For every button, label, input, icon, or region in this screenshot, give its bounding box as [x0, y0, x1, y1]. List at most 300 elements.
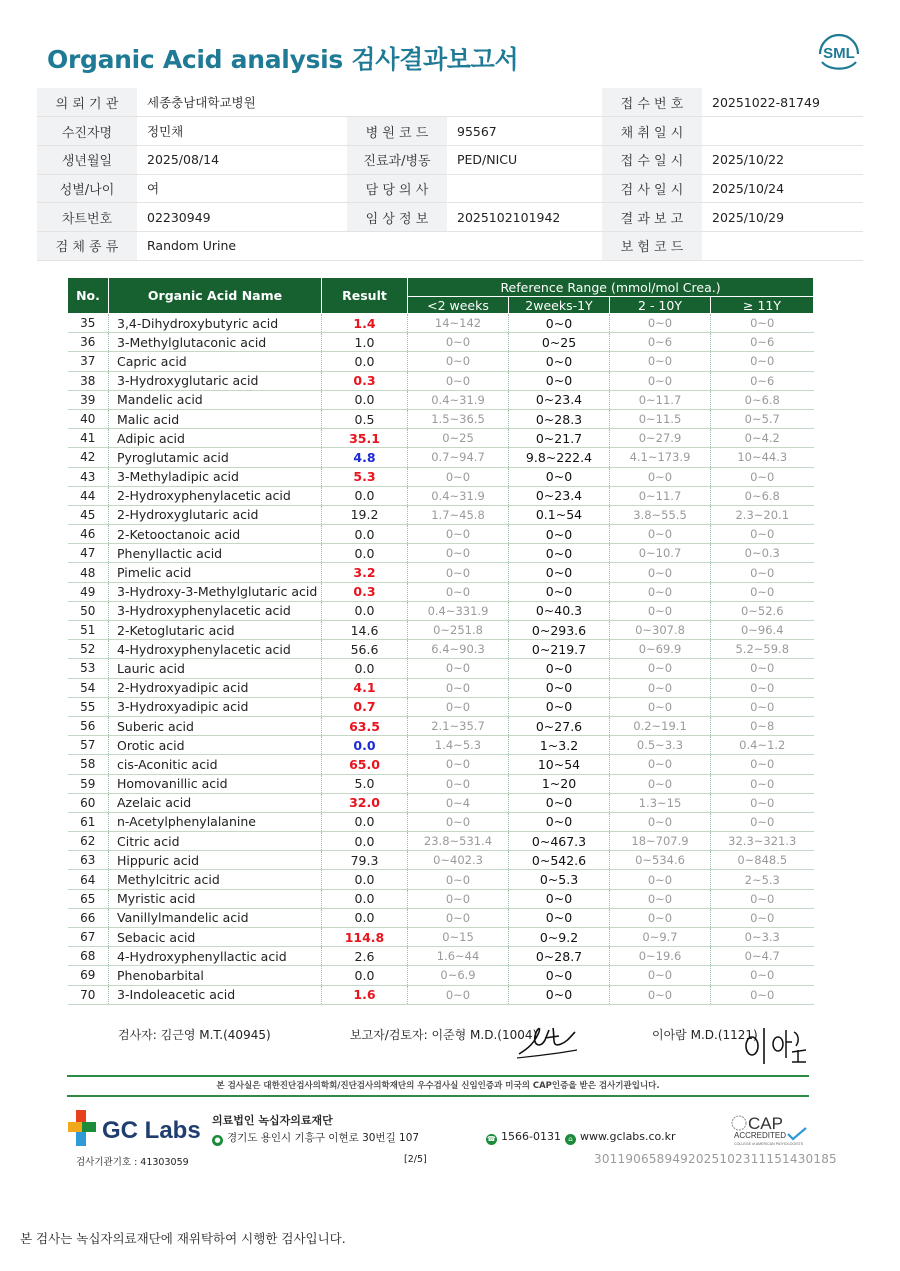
reference-range: 2.1~35.7 — [408, 716, 509, 735]
header-result: Result — [322, 278, 408, 314]
reference-range: 0~0 — [408, 352, 509, 371]
reference-range: 0~293.6 — [509, 621, 610, 640]
reference-range: 0~0 — [408, 525, 509, 544]
reference-range: 0.4~1.2 — [711, 736, 814, 755]
reference-range: 0~28.3 — [509, 409, 610, 428]
reference-range: 0~0 — [610, 467, 711, 486]
table-row — [68, 525, 814, 544]
table-row — [68, 640, 814, 659]
cap-accredited-logo — [730, 1112, 810, 1148]
reference-range: 0~402.3 — [408, 851, 509, 870]
reference-range: 0~0 — [509, 697, 610, 716]
reference-range: 0~0 — [610, 755, 711, 774]
row-number: 66 — [68, 908, 109, 927]
row-number: 61 — [68, 812, 109, 831]
reference-range: 0~15 — [408, 928, 509, 947]
table-row — [68, 678, 814, 697]
info-value: 2025102101942 — [447, 203, 602, 232]
reference-range: 0~27.9 — [610, 429, 711, 448]
reference-range: 0~23.4 — [509, 390, 610, 409]
reference-range: 0~848.5 — [711, 851, 814, 870]
reference-range: 0~0 — [711, 889, 814, 908]
acid-name: Mandelic acid — [109, 390, 322, 409]
info-label — [347, 231, 447, 260]
reference-range: 0~0 — [509, 985, 610, 1004]
acid-name: 2-Hydroxyadipic acid — [109, 678, 322, 697]
reference-range: 0~4.7 — [711, 947, 814, 966]
table-row — [68, 448, 814, 467]
info-value — [447, 88, 602, 117]
info-label: 검 체 종 류 — [37, 231, 137, 260]
reference-range: 0~0 — [711, 966, 814, 985]
doctor-name: 이아람 M.D.(1121) — [652, 1028, 758, 1042]
info-label: 진료과/병동 — [347, 145, 447, 174]
reference-range: 0~0.3 — [711, 544, 814, 563]
table-row — [68, 851, 814, 870]
table-row — [68, 563, 814, 582]
info-row — [37, 117, 863, 146]
result-value: 0.0 — [322, 525, 408, 544]
reference-range: 0~0 — [509, 659, 610, 678]
row-number: 55 — [68, 697, 109, 716]
acid-name: Azelaic acid — [109, 793, 322, 812]
reference-range: 18~707.9 — [610, 832, 711, 851]
reference-range: 1.6~44 — [408, 947, 509, 966]
tester-name: 검사자: 김근영 M.T.(40945) — [118, 1028, 271, 1042]
reference-range: 0~0 — [408, 678, 509, 697]
svg-text:ACCREDITED: ACCREDITED — [734, 1131, 787, 1140]
reference-range: 0~0 — [610, 601, 711, 620]
reference-range: 0~0 — [711, 659, 814, 678]
reference-range: 0~0 — [509, 793, 610, 812]
info-label: 담 당 의 사 — [347, 174, 447, 203]
reference-range: 0~0 — [408, 544, 509, 563]
reference-range: 0~0 — [408, 812, 509, 831]
reference-range: 1.3~15 — [610, 793, 711, 812]
acid-name: 3-Methylglutaconic acid — [109, 333, 322, 352]
row-number: 46 — [68, 525, 109, 544]
row-number: 54 — [68, 678, 109, 697]
reference-range: 3.8~55.5 — [610, 505, 711, 524]
reference-range: 0.5~3.3 — [610, 736, 711, 755]
table-row — [68, 947, 814, 966]
row-number: 48 — [68, 563, 109, 582]
table-row — [68, 582, 814, 601]
acid-name: Suberic acid — [109, 716, 322, 735]
organic-acid-results-table — [67, 277, 814, 1005]
reference-range: 0~0 — [509, 352, 610, 371]
acid-name: 3-Indoleacetic acid — [109, 985, 322, 1004]
reference-range: 0.4~331.9 — [408, 601, 509, 620]
reference-range: 0~6.8 — [711, 390, 814, 409]
result-value: 0.7 — [322, 697, 408, 716]
reference-range: 0~0 — [408, 467, 509, 486]
reference-range: 0~0 — [509, 908, 610, 927]
reference-range: 0~0 — [408, 870, 509, 889]
reference-range: 0~0 — [408, 582, 509, 601]
sml-logo — [814, 30, 864, 74]
result-value: 114.8 — [322, 928, 408, 947]
info-value: 여 — [137, 174, 347, 203]
reference-range: 0~219.7 — [509, 640, 610, 659]
result-value: 79.3 — [322, 851, 408, 870]
reference-range: 0~0 — [509, 544, 610, 563]
row-number: 40 — [68, 409, 109, 428]
reference-range: 0~0 — [509, 314, 610, 333]
info-label: 임 상 정 보 — [347, 203, 447, 232]
table-row — [68, 601, 814, 620]
result-value: 0.0 — [322, 352, 408, 371]
info-label: 병 원 코 드 — [347, 117, 447, 146]
result-value: 3.2 — [322, 563, 408, 582]
table-row — [68, 505, 814, 524]
reference-range: 0~25 — [509, 333, 610, 352]
reference-range: 0~0 — [711, 525, 814, 544]
row-number: 41 — [68, 429, 109, 448]
row-number: 69 — [68, 966, 109, 985]
info-label: 생년월일 — [37, 145, 137, 174]
row-number: 52 — [68, 640, 109, 659]
table-row — [68, 659, 814, 678]
reference-range: 0~0 — [610, 678, 711, 697]
outsourcing-note: 본 검사는 녹십자의료재단에 재위탁하여 시행한 검사입니다. — [20, 1231, 346, 1246]
acid-name: 3-Hydroxyadipic acid — [109, 697, 322, 716]
row-number: 35 — [68, 314, 109, 333]
row-number: 39 — [68, 390, 109, 409]
acid-name: Vanillylmandelic acid — [109, 908, 322, 927]
table-row — [68, 889, 814, 908]
reference-range: 5.2~59.8 — [711, 640, 814, 659]
reference-range: 0~6 — [711, 333, 814, 352]
reference-range: 0~10.7 — [610, 544, 711, 563]
result-value: 2.6 — [322, 947, 408, 966]
acid-name: 3-Hydroxy-3-Methylglutaric acid — [109, 582, 322, 601]
reference-range: 0~251.8 — [408, 621, 509, 640]
table-row — [68, 697, 814, 716]
header-no: No. — [68, 278, 109, 314]
result-value: 65.0 — [322, 755, 408, 774]
reference-range: 0.4~31.9 — [408, 486, 509, 505]
row-number: 44 — [68, 486, 109, 505]
info-value — [447, 174, 602, 203]
table-row — [68, 621, 814, 640]
info-label: 성별/나이 — [37, 174, 137, 203]
result-value: 0.3 — [322, 371, 408, 390]
result-value: 4.1 — [322, 678, 408, 697]
reference-range: 0~0 — [408, 371, 509, 390]
result-value: 5.3 — [322, 467, 408, 486]
reference-range: 0~0 — [408, 333, 509, 352]
acid-name: Homovanillic acid — [109, 774, 322, 793]
info-value: 2025/10/22 — [702, 145, 863, 174]
row-number: 67 — [68, 928, 109, 947]
reference-range: 23.8~531.4 — [408, 832, 509, 851]
table-row — [68, 908, 814, 927]
row-number: 45 — [68, 505, 109, 524]
reference-range: 0~96.4 — [711, 621, 814, 640]
reference-range: 0~0 — [610, 659, 711, 678]
header-range-under-2-weeks: <2 weeks — [408, 297, 509, 314]
acid-name: 4-Hydroxyphenyllactic acid — [109, 947, 322, 966]
result-value: 4.8 — [322, 448, 408, 467]
info-row — [37, 174, 863, 203]
reference-range: 0~0 — [610, 966, 711, 985]
table-row — [68, 928, 814, 947]
row-number: 50 — [68, 601, 109, 620]
reference-range: 0~0 — [711, 467, 814, 486]
reference-range: 0~467.3 — [509, 832, 610, 851]
reference-range: 0~0 — [711, 697, 814, 716]
table-row — [68, 333, 814, 352]
acid-name: Orotic acid — [109, 736, 322, 755]
table-row — [68, 812, 814, 831]
reference-range: 0~6.9 — [408, 966, 509, 985]
reference-range: 0~0 — [610, 371, 711, 390]
reference-range: 0~0 — [509, 678, 610, 697]
info-label: 수진자명 — [37, 117, 137, 146]
reference-range: 0~40.3 — [509, 601, 610, 620]
header-range-2-10y: 2 - 10Y — [610, 297, 711, 314]
result-value: 0.0 — [322, 390, 408, 409]
reviewer-name: 보고자/검토자: 이준형 M.D.(1004) — [350, 1028, 538, 1042]
reference-range: 1~3.2 — [509, 736, 610, 755]
reference-range: 0~9.7 — [610, 928, 711, 947]
reference-range: 1.4~5.3 — [408, 736, 509, 755]
reference-range: 0~0 — [509, 582, 610, 601]
reference-range: 0~23.4 — [509, 486, 610, 505]
result-value: 0.0 — [322, 812, 408, 831]
reference-range: 0~0 — [408, 774, 509, 793]
info-label: 접 수 번 호 — [602, 88, 702, 117]
acid-name: 3-Hydroxyglutaric acid — [109, 371, 322, 390]
result-value: 1.0 — [322, 333, 408, 352]
info-row — [37, 203, 863, 232]
row-number: 58 — [68, 755, 109, 774]
reference-range: 0~5.3 — [509, 870, 610, 889]
reference-range: 0~27.6 — [509, 716, 610, 735]
reference-range: 0.2~19.1 — [610, 716, 711, 735]
acid-name: Pimelic acid — [109, 563, 322, 582]
reference-range: 1.5~36.5 — [408, 409, 509, 428]
row-number: 43 — [68, 467, 109, 486]
table-row — [68, 832, 814, 851]
reference-range: 0~28.7 — [509, 947, 610, 966]
reference-range: 0~0 — [509, 467, 610, 486]
acid-name: n-Acetylphenylalanine — [109, 812, 322, 831]
table-row — [68, 774, 814, 793]
reference-range: 0.7~94.7 — [408, 448, 509, 467]
reference-range: 0~0 — [711, 563, 814, 582]
reference-range: 0~0 — [711, 793, 814, 812]
reference-range: 0~0 — [711, 314, 814, 333]
reference-range: 0~21.7 — [509, 429, 610, 448]
acid-name: Hippuric acid — [109, 851, 322, 870]
info-value: PED/NICU — [447, 145, 602, 174]
info-value — [447, 231, 602, 260]
result-value: 32.0 — [322, 793, 408, 812]
phone-icon: ☎ — [487, 1135, 496, 1143]
row-number: 37 — [68, 352, 109, 371]
row-number: 60 — [68, 793, 109, 812]
info-label — [347, 88, 447, 117]
reference-range: 0~6 — [610, 333, 711, 352]
reference-range: 0~4 — [408, 793, 509, 812]
result-value: 14.6 — [322, 621, 408, 640]
table-row — [68, 467, 814, 486]
reference-range: 0~0 — [711, 352, 814, 371]
acid-name: Lauric acid — [109, 659, 322, 678]
reference-range: 1.7~45.8 — [408, 505, 509, 524]
reviewer-signature — [515, 1018, 580, 1062]
gc-labs-logo — [66, 1108, 206, 1148]
reference-range: 0~0 — [610, 889, 711, 908]
reference-range: 10~44.3 — [711, 448, 814, 467]
row-number: 63 — [68, 851, 109, 870]
reference-range: 0~6 — [711, 371, 814, 390]
reference-range: 0~69.9 — [610, 640, 711, 659]
table-row — [68, 429, 814, 448]
certification-notice: 본 검사실은 대한진단검사의학회/진단검사의학재단의 우수검사실 신임인증과 미국의 CAP인증을 받은 검사기관입니다. — [67, 1075, 809, 1097]
result-value: 0.0 — [322, 966, 408, 985]
reference-range: 10~54 — [509, 755, 610, 774]
reference-range: 6.4~90.3 — [408, 640, 509, 659]
reference-range: 0~0 — [509, 371, 610, 390]
acid-name: Capric acid — [109, 352, 322, 371]
acid-name: Citric acid — [109, 832, 322, 851]
result-value: 0.0 — [322, 544, 408, 563]
reference-range: 4.1~173.9 — [610, 448, 711, 467]
location-icon: ● — [212, 1135, 223, 1146]
acid-name: Myristic acid — [109, 889, 322, 908]
reference-range: 0~0 — [711, 812, 814, 831]
row-number: 47 — [68, 544, 109, 563]
acid-name: 2-Ketoglutaric acid — [109, 621, 322, 640]
reference-range: 1~20 — [509, 774, 610, 793]
info-label: 보 험 코 드 — [602, 231, 702, 260]
website: ⌂ www.gclabs.co.kr — [565, 1130, 676, 1145]
reference-range: 0~0 — [408, 985, 509, 1004]
acid-name: Adipic acid — [109, 429, 322, 448]
info-label: 채 취 일 시 — [602, 117, 702, 146]
institution-code: 검사기관기호 : 41303059 — [76, 1157, 189, 1168]
reference-range: 0~6.8 — [711, 486, 814, 505]
table-row — [68, 870, 814, 889]
row-number: 65 — [68, 889, 109, 908]
acid-name: 2-Hydroxyphenylacetic acid — [109, 486, 322, 505]
svg-text:GC Labs: GC Labs — [102, 1117, 201, 1144]
acid-name: 2-Ketooctanoic acid — [109, 525, 322, 544]
acid-name: cis-Aconitic acid — [109, 755, 322, 774]
reference-range: 9.8~222.4 — [509, 448, 610, 467]
doctor-signature — [742, 1022, 810, 1066]
info-row — [37, 88, 863, 117]
reference-range: 0~5.7 — [711, 409, 814, 428]
info-label: 차트번호 — [37, 203, 137, 232]
reference-range: 0~0 — [408, 659, 509, 678]
row-number: 36 — [68, 333, 109, 352]
reference-range: 0~0 — [408, 697, 509, 716]
address: ● 경기도 용인시 기흥구 이현로 30번길 107 — [212, 1130, 419, 1146]
result-value: 0.0 — [322, 486, 408, 505]
header-name: Organic Acid Name — [109, 278, 322, 314]
table-row — [68, 755, 814, 774]
reference-range: 32.3~321.3 — [711, 832, 814, 851]
page-number: [2/5] — [404, 1154, 427, 1165]
result-value: 0.0 — [322, 659, 408, 678]
reference-range: 0~307.8 — [610, 621, 711, 640]
table-row — [68, 985, 814, 1004]
table-row — [68, 352, 814, 371]
result-value: 5.0 — [322, 774, 408, 793]
reference-range: 0~0 — [711, 678, 814, 697]
table-row — [68, 314, 814, 333]
info-row — [37, 231, 863, 260]
home-icon: ⌂ — [565, 1134, 576, 1145]
result-value: 0.3 — [322, 582, 408, 601]
row-number: 38 — [68, 371, 109, 390]
reference-range: 0~0 — [711, 582, 814, 601]
info-value — [702, 231, 863, 260]
acid-name: 2-Hydroxyglutaric acid — [109, 505, 322, 524]
row-number: 49 — [68, 582, 109, 601]
info-value: 20251022-81749 — [702, 88, 863, 117]
info-label: 접 수 일 시 — [602, 145, 702, 174]
result-value: 1.4 — [322, 314, 408, 333]
header-reference-range: Reference Range (mmol/mol Crea.) — [408, 278, 814, 297]
info-value: 2025/08/14 — [137, 145, 347, 174]
reference-range: 0~534.6 — [610, 851, 711, 870]
reference-range: 0~0 — [408, 889, 509, 908]
info-label: 의 뢰 기 관 — [37, 88, 137, 117]
info-value: 95567 — [447, 117, 602, 146]
reference-range: 0~8 — [711, 716, 814, 735]
reference-range: 0~0 — [408, 563, 509, 582]
reference-range: 0~0 — [408, 908, 509, 927]
info-value: 세종충남대학교병원 — [137, 88, 347, 117]
reference-range: 14~142 — [408, 314, 509, 333]
reference-range: 0~0 — [509, 812, 610, 831]
result-value: 56.6 — [322, 640, 408, 659]
acid-name: Malic acid — [109, 409, 322, 428]
report-title: Organic Acid analysis 검사결과보고서 — [47, 45, 519, 74]
result-value: 0.0 — [322, 601, 408, 620]
reference-range: 0~11.7 — [610, 390, 711, 409]
table-row — [68, 736, 814, 755]
reference-range: 0~542.6 — [509, 851, 610, 870]
header-range-2weeks-1y: 2weeks-1Y — [509, 297, 610, 314]
foundation-name: 의료법인 녹십자의료재단 — [212, 1114, 333, 1127]
reference-range: 0~0 — [509, 889, 610, 908]
reference-range: 0~0 — [509, 966, 610, 985]
acid-name: Phenobarbital — [109, 966, 322, 985]
reference-range: 0~3.3 — [711, 928, 814, 947]
table-row — [68, 716, 814, 735]
reference-range: 0~0 — [610, 870, 711, 889]
reference-range: 0~0 — [711, 985, 814, 1004]
acid-name: 3-Methyladipic acid — [109, 467, 322, 486]
reference-range: 0~0 — [711, 908, 814, 927]
row-number: 62 — [68, 832, 109, 851]
row-number: 51 — [68, 621, 109, 640]
row-number: 53 — [68, 659, 109, 678]
result-value: 63.5 — [322, 716, 408, 735]
svg-text:CAP: CAP — [748, 1114, 783, 1133]
reference-range: 2~5.3 — [711, 870, 814, 889]
row-number: 68 — [68, 947, 109, 966]
reference-range: 0~52.6 — [711, 601, 814, 620]
acid-name: 3,4-Dihydroxybutyric acid — [109, 314, 322, 333]
reference-range: 0~0 — [509, 563, 610, 582]
